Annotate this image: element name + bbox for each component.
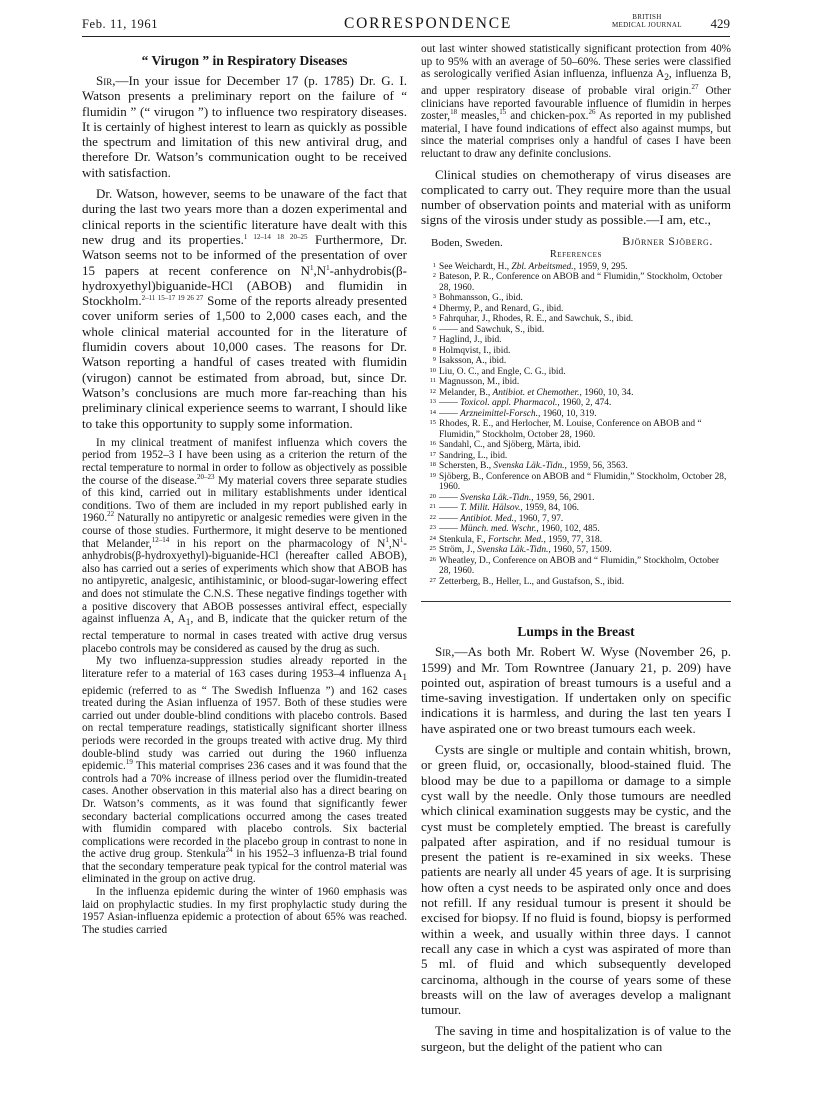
paragraph-text: Naturally no antipyretic or analgesic remedies were given in the course of those studies. Furthermore, it might deserve to be mentioned that Melander, [82,512,407,550]
paragraph-text: ,N [313,262,327,278]
article-title-virugon: “ Virugon ” in Respiratory Diseases [141,53,348,68]
reference-item [432,261,731,273]
reference-text: —— [439,408,461,419]
paragraph: In the influenza epidemic during the winter of 1960 emphasis was laid on prophylactic studies. In my first prophylactic study during the 1957 Asian-influenza epidemic a protection of about 65% was reached. The studies carried [82,886,407,936]
section-title: CORRESPONDENCE [344,15,513,32]
reference-journal: Antibiot. Med. [460,513,514,524]
reference-volume: , 1960, 10, 319. [537,408,597,419]
virugon-continued [421,43,731,161]
paragraph-text: This material comprises 236 cases and it was found that the controls had a 70% increase of illness period over the flumidin-treated cases. Another observation in this material also has a direct bearing on Dr. Watson’s comments, as it was found that significantly fewer secondary bacterial complications occurred among the cases treated with flumidin compared with placebo controls. Six bacterial complications were recorded in the placebo group in contrast to none in the active drug group. Stenkula [82,760,407,861]
reference-number: 23 [429,524,436,532]
reference-number: 26 [429,555,436,563]
superscript: 1 [385,535,389,544]
header-rule [82,36,730,37]
reference-number: 19 [429,471,436,479]
reference-item [429,576,731,588]
paragraph-text: In my clinical treatment of manifest influenza which covers the period from 1952–3 I have been using as a criterion the return of the rectal temperature to normal in order to follow as objectively as possible the course of the disease. [82,436,407,487]
reference-journal: Münch. med. Wschr. [460,524,537,535]
reference-text: Stenkula, F., [439,534,488,545]
reference-text: Sjöberg, B., Conference on ABOB and “ Flumidin,” Stockholm, October 28, 1960. [439,471,727,493]
references-heading: References [550,248,602,260]
article-divider [421,601,731,602]
paragraph: The saving in time and hospitalization is of value to the surgeon, but the delight of the patient who can [421,1023,731,1054]
citation: 1 12–14 18 20–25 [243,232,308,241]
reference-journal: Zbl. Arbeitsmed. [511,261,574,272]
reference-item [429,534,731,546]
reference-number: 8 [432,345,436,353]
citation: 22 [107,510,115,519]
subscript: 1 [402,672,407,683]
paragraph-text: -anhydrobis(β-hydroxyethyl)-biguanide-HCl (hereafter called ABOB), also has carried out a series of experiments which show that ABOB has no antipyretic, analgesic, antihistaminic, or blood-sugar-lowering effect and does not stimulate the C.N.S. These negative findings together with a positive discovery that ABOB possesses antiviral effect, especially against influenza A, A [82,537,407,626]
reference-text: Zetterberg, B., Heller, L., and Gustafson, S., ibid. [439,576,625,587]
reference-item [429,461,731,472]
reference-journal: Svenska Läk.-Tidn. [493,461,565,472]
paragraph-text: ,N [388,537,400,550]
reference-number: 12 [429,387,436,395]
reference-text: Isaksson, A., ibid. [439,356,507,367]
right-column [421,43,731,1088]
reference-volume: , 1959, 77, 318. [543,534,603,545]
reference-item [429,440,731,451]
citation: 18 [450,108,458,117]
reference-item [432,314,731,325]
author-location: Boden, Sweden. [431,236,503,249]
reference-item [429,366,731,378]
reference-item [429,387,731,399]
reference-volume: , 1959, 56, 2901. [531,492,595,503]
reference-item [429,398,731,409]
reference-item [432,345,731,357]
reference-text: Liu, O. C., and Engle, C. G., ibid. [439,366,566,377]
reference-text: —— [439,524,461,535]
citation: 19 [125,758,133,767]
reference-item [432,324,731,336]
reference-journal: Fortschr. Med. [488,534,544,545]
paragraph-text: out last winter showed statistically significant protection from 40% up to 95% with an average of 50–60%. These series were classified as serologically verified Asian influenza, influenza A [421,43,731,81]
reference-volume: , 1960, 10, 34. [579,387,634,398]
reference-volume: , 1960, 7, 97. [514,513,564,524]
superscript: 1 [399,535,404,544]
reference-volume: , 1959, 84, 106. [520,503,580,514]
paragraph: Cysts are single or multiple and contain whitish, brown, or green fluid, or, occasionally, blood-stained fluid. The blood may be due to a papilloma or damage to a simple cyst wall by the needle. Only those tumours are needled which clinical examination suggests may be cystic, and the cyst must be completely emptied. The breast is carefully palpated after aspiration, and if no residual tumour is present the patient is re-examined in six weeks. These patients are nearly all under 45 years of age. It is surprising how often a cyst needs to be aspirated only once and does not refill. If any residual tumour is present it should be excised for biopsy. If no fluid is found, biopsy is performed within a week, and usually within three days. I cannot recall any case in which a cyst was aspirated of more than 5 ml. of fluid and which subsequently developed carcinoma, although in the course of years some of these breasts will on the law of averages develop a malignant tumour. [421,742,731,1018]
virugon-closing [421,167,731,228]
reference-text: —— and Sawchuk, S., ibid. [439,324,545,335]
reference-text: —— [439,398,461,409]
paragraph [82,655,407,886]
reference-text: Fahrquhar, J., Rhodes, R. E., and Sawchuk, S., ibid. [439,314,634,325]
journal-name [612,13,682,29]
subscript: 2 [664,73,669,84]
reference-journal: Arzneimittel-Forsch. [460,408,538,419]
reference-number: 14 [429,408,436,416]
issue-date: Feb. 11, 1961 [82,17,159,31]
reference-volume: , 1959, 56, 3563. [564,461,628,472]
journal-name-line2: MEDICAL JOURNAL [612,21,682,29]
reference-text: Bohmansson, G., ibid. [439,293,523,304]
reference-number: 9 [432,356,436,364]
reference-journal: Antibiot. et Chemother. [492,387,580,398]
reference-item [429,545,731,556]
reference-item [429,377,731,388]
reference-number: 18 [429,461,436,469]
reference-number: 11 [429,377,436,385]
citation: 26 [588,108,596,117]
paragraph-text: -anhydrobis(β-hydroxyethyl)biguanide-HCl (ABOB) and flumidin in Stockholm. [82,262,407,309]
reference-volume: , 1960, 102, 485. [536,524,600,535]
reference-number: 13 [429,398,436,406]
paragraph [82,186,407,431]
paragraph: Clinical studies on chemotherapy of virus diseases are complicated to carry out. They require more than the usual number of observation points and material with as uniform signs of the virosis under study as possible.—I am, etc., [421,166,731,228]
reference-number: 17 [429,450,436,458]
article-title-lumps: Lumps in the Breast [517,624,635,640]
paragraph [421,43,731,161]
reference-volume: , 1959, 9, 295. [573,261,628,272]
reference-text: Sandahl, C., and Sjöberg, Märta, ibid. [439,440,581,451]
paragraph-text: My material covers three separate studies of this kind, carried out in military establishments under identical conditions. Two of them are included in my report published early in 1960. [82,474,407,525]
running-head [82,11,730,37]
signoff [421,234,731,249]
reference-number: 20 [429,492,436,500]
reference-number: 7 [432,335,436,343]
salutation: Sir, [435,644,455,660]
reference-item [432,335,731,346]
reference-number: 27 [429,576,436,584]
citation: 2–11 15–17 19 26 27 [141,294,204,303]
reference-item [429,492,731,504]
superscript: 1 [326,263,330,272]
reference-number: 25 [429,545,436,553]
reference-text: —— [439,513,461,524]
reference-journal: T. Milit. Hälsov. [460,503,521,514]
reference-number: 1 [432,261,436,269]
reference-number: 16 [429,440,436,448]
reference-item [429,450,731,462]
reference-number: 15 [429,419,436,427]
paragraph-text: epidemic (referred to as “ The Swedish Influenza ”) and 162 cases treated during the Asian influenza of 1957. Both of these studies were carried out under double-blind conditions with placebo controls. Based on rectal temperature readings, statistically significant shorter illness periods were recorded in the groups treated with active drug. My third double-blind study was carried out during the 1960 influenza epidemic. [82,684,407,773]
reference-text: —— [439,492,461,503]
citation: 24 [225,846,233,855]
reference-item [432,272,731,293]
virugon-intro [82,73,407,431]
reference-volume: , 1960, 57, 1509. [548,545,612,556]
reference-number: 3 [432,293,436,301]
reference-journal: Svenska Läk.-Tidn. [460,492,532,503]
superscript: 1 [309,263,314,272]
citation: 12–14 [151,535,170,544]
reference-text: Sandring, L., ibid. [439,450,508,461]
paragraph [82,437,407,655]
reference-volume: , 1960, 2, 474. [557,398,612,409]
reference-text: Magnusson, M., ibid. [439,377,520,388]
paragraph-text: measles, [457,110,500,123]
page-number: 429 [710,16,730,31]
reference-number: 6 [432,324,436,332]
paragraph-text: —In your issue for December 17 (p. 1785) Dr. G. I. Watson presents a preliminary report on the failure of “ flumidin ” (“ virugon ”) to influence two respiratory diseases. It is certainly of highest interest to learn as quickly as possible the spectrum and limitation of this new antiviral drug, and therefore Dr. Watson’s communication ought to be received with satisfaction. [82,73,407,180]
paragraph-text: Some of the reports already presented cover uniform series of 1,500 to 2,000 cases each, and the whole clinical material accounted for in the literature of flumidin covers about 10,000 cases. The reasons for Dr. Watson reporting a handful of cases treated with flumidin (virugon) cannot be estimated from abroad, but, since Dr. Watson’s conclusions are much more far-reaching than his preliminary clinical experience seems to warrant, I should like to take this opportunity to supply some information. [82,293,407,431]
reference-number: 22 [429,513,436,521]
paragraph-text: and chicken-pox. [506,110,589,123]
paragraph [82,73,407,180]
reference-text: Rhodes, R. E., and Herlocher, M. Louise, Conference on ABOB and “ Flumidin,” Stockholm, October 28, 1960. [439,419,702,440]
reference-number: 21 [429,503,436,511]
reference-number: 2 [432,272,436,280]
citation: 20–23 [196,472,215,481]
subscript: 1 [185,618,191,629]
left-column [82,43,407,1088]
reference-item [429,524,731,535]
paragraph-text: , influenza B, and upper respiratory disease of probable viral origin. [421,68,731,98]
journal-name-line1: BRITISH [632,13,662,21]
reference-number: 10 [429,366,436,374]
reference-text: Bateson, P. R., Conference on ABOB and “ Flumidin,” Stockholm, October 28, 1960. [439,272,723,293]
paragraph [421,644,731,736]
paragraph-text: in his report on the pharmacology of N [169,537,386,550]
references-list [421,262,731,588]
author-name: Björner Sjöberg. [622,233,713,248]
reference-text: See Weichardt, H., [439,261,512,272]
paragraph-text: Furthermore, Dr. Watson seems not to be informed of the presentation of over 15 papers at recent conference on N [82,231,407,278]
reference-text: Holmqvist, I., ibid. [439,345,511,356]
reference-text: Schersten, B., [439,461,494,472]
reference-item [429,408,731,420]
salutation: Sir, [96,73,116,88]
paragraph-text: —As both Mr. Robert W. Wyse (November 26, p. 1599) and Mr. Tom Rowntree (January 21, p. 209) have pointed out, aspiration of breast tumours is a useful and a time-saving investigation. If undertaken only on specific indications it is harmless, and during the last ten years I have aspirated one or two breast tumours each week. [421,644,731,736]
virugon-body [82,437,407,937]
reference-text: Wheatley, D., Conference on ABOB and “ Flumidin,” Stockholm, October 28, 1960. [439,555,720,577]
reference-number: 5 [432,314,436,322]
paragraph-text: Other clinicians have reported favourable influence of flumidin in herpes zoster, [421,85,731,123]
reference-item [429,471,731,493]
paragraph-text: My two influenza-suppression studies already reported in the literature refer to a material of 163 cases during 1953–4 influenza A [82,655,407,680]
reference-number: 24 [429,534,436,542]
citation: 15 [499,108,507,117]
lumps-body [421,644,731,1054]
paragraph-text: , and B, indicate that the quicker return of the rectal temperature to normal in cases treated with active drug versus placebo controls may be considered as caused by the drug as such. [82,613,407,655]
reference-number: 4 [432,303,436,311]
reference-text: Haglind, J., ibid. [439,335,502,346]
reference-item [429,419,731,440]
paragraph-text: in his 1952–3 influenza-B trial found that the secondary temperature peak typical for the control material was eliminated in the group on active drug. [82,848,407,886]
reference-text: Melander, B., [439,387,493,398]
reference-item [429,555,731,577]
reference-text: Dhermy, P., and Renard, G., ibid. [439,303,564,314]
reference-journal: Toxicol. appl. Pharmacol. [460,398,558,409]
citation: 27 [691,83,699,92]
paragraph-text: As reported in my published material, I have found indications of effect also against mumps, but since the material comprises only a handful of cases I have been reluctant to draw any definite conclusions. [421,110,731,160]
reference-journal: Svenska Läk.-Tidn. [477,545,549,556]
reference-item [429,513,731,525]
reference-text: —— [439,503,461,514]
reference-text: Ström, J., [439,545,478,556]
reference-item [432,303,731,315]
reference-item [429,503,731,514]
reference-item [432,293,731,304]
paragraph-text: Dr. Watson, however, seems to be unaware of the fact that during the last two years more than a dozen experimental and clinical reports in the scientific literature have dealt with this new drug and its properties. [82,186,407,247]
reference-item [432,356,731,367]
